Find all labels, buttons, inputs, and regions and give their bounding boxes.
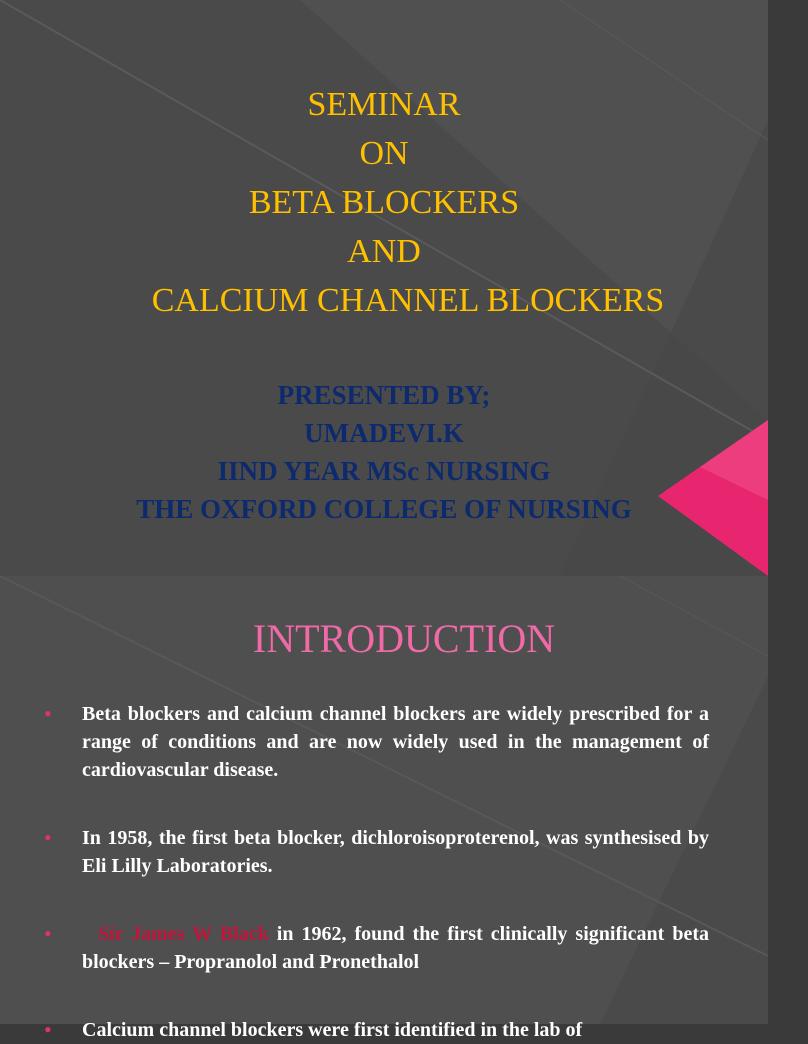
title-line-4: AND (347, 233, 421, 270)
bullet-1-text: Beta blockers and calcium channel blockers are widely prescribed for a range of conditions and are now widely used in the management of cardiovascular disease. (82, 703, 709, 781)
bullet-3-text (82, 920, 709, 976)
title-line-1: SEMINAR (307, 86, 461, 123)
presenter-name: UMADEVI.K (304, 418, 464, 448)
bullet-2-dot: • (44, 825, 52, 850)
bullet-3-dot: • (44, 921, 52, 946)
introduction-slide (0, 576, 768, 1042)
introduction-heading: INTRODUCTION (252, 616, 556, 661)
bullet-4-dot: • (44, 1017, 52, 1042)
bullet-4-text: Calcium channel blockers were first identified in the lab of (82, 1019, 583, 1041)
presenter-label: PRESENTED BY; (277, 380, 491, 410)
title-line-5: CALCIUM CHANNEL BLOCKERS (151, 282, 665, 319)
presenter-college: THE OXFORD COLLEGE OF NURSING (136, 494, 632, 524)
bullet-2-text: In 1958, the first beta blocker, dichloroisoproterenol, was synthesised by Eli Lilly Laboratories. (82, 827, 709, 877)
title-line-2: ON (359, 135, 409, 172)
bullet-3-highlight: Sir James W Black (98, 923, 269, 945)
bullet-1-dot: • (44, 701, 52, 726)
title-line-3: BETA BLOCKERS (248, 184, 520, 221)
bullet-3-rest: in 1962, found the first clinically significant beta blockers – Propranolol and Pronethalol (82, 923, 709, 973)
presenter-year: IIND YEAR MSc NURSING (217, 456, 551, 486)
